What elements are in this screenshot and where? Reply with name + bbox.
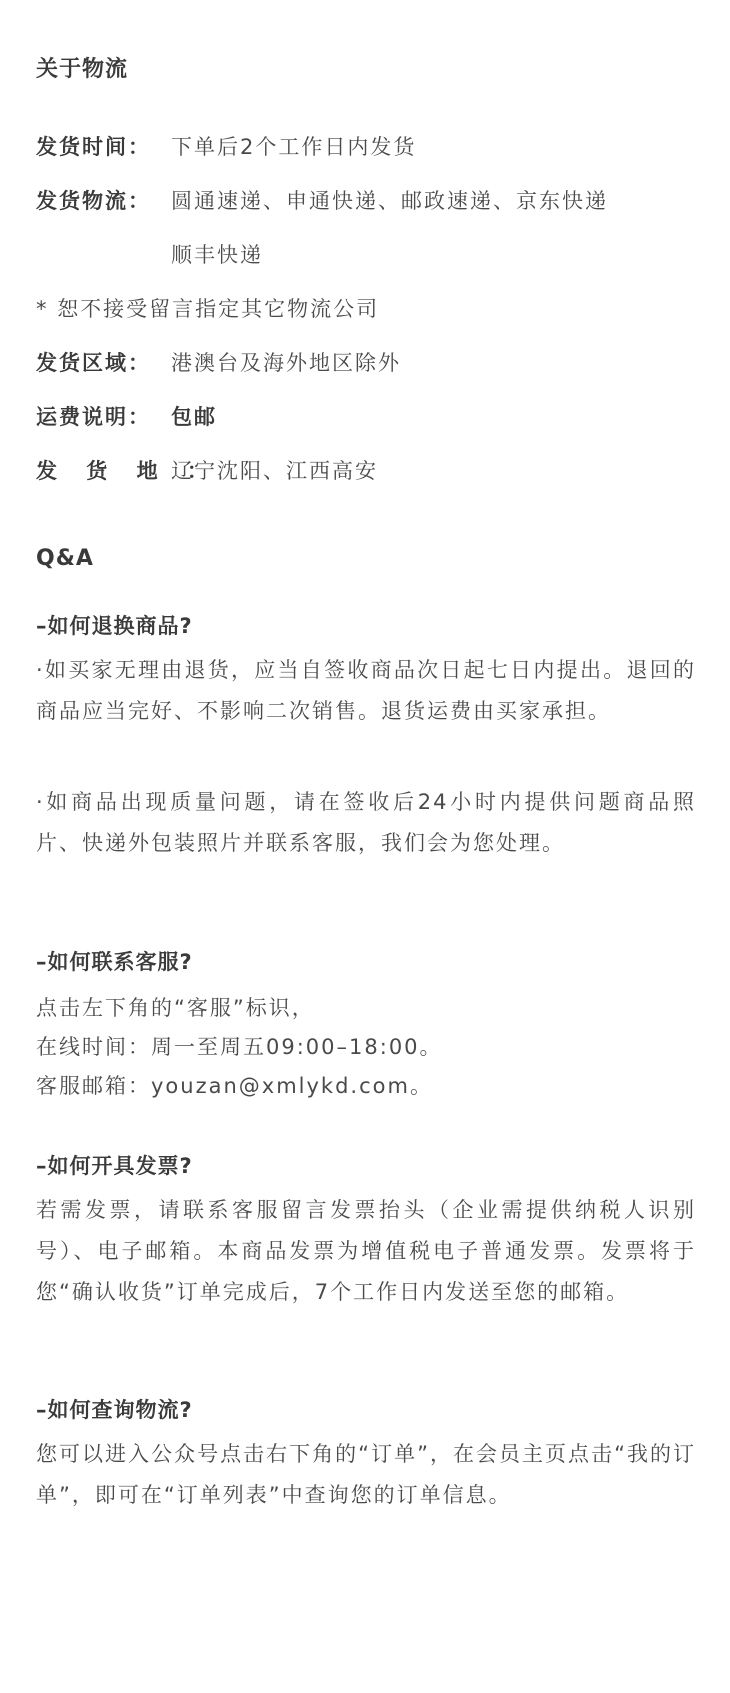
ship-region-label: 发货区域： [36,351,151,375]
ship-fee-label: 运费说明： [36,405,151,429]
qa-answer-tracking: 您可以进入公众号点击右下角的“订单”，在会员主页点击“我的订单”，即可在“订单列表”中查询您的订单信息。 [36,1442,696,1507]
ship-carrier-value-2: 顺丰快递 [171,243,263,267]
ship-carrier-row [36,186,696,216]
ship-origin-value: 辽宁沈阳、江西高安 [171,459,378,483]
logistics-title: 关于物流 [36,57,129,82]
qa-question-return: –如何退换商品? [36,614,193,638]
qa-question-tracking: –如何查询物流? [36,1398,193,1422]
ship-time-row [36,132,696,162]
ship-note: * 恕不接受留言指定其它物流公司 [36,297,380,321]
qa-title: Q&A [36,546,94,571]
qa-question-contact: –如何联系客服? [36,950,193,974]
qa-answer-contact-line-1: 点击左下角的“客服”标识， [36,996,315,1020]
ship-carrier-label-2 [36,240,171,270]
ship-time-label: 发货时间： [36,135,151,159]
ship-time-value: 下单后2个工作日内发货 [171,135,417,159]
qa-answer-invoice: 若需发票，请联系客服留言发票抬头（企业需提供纳税人识别号）、电子邮箱。本商品发票为增值税电子普通发票。发票将于您“确认收货”订单完成后，7个工作日内发送至您的邮箱。 [36,1198,696,1304]
ship-carrier-value: 圆通速递、申通快递、邮政速递、京东快递 [171,189,608,213]
ship-origin-label: 发 货 地 ： [36,459,219,483]
qa-answer-return-1: ·如买家无理由退货，应当自签收商品次日起七日内提出。退回的商品应当完好、不影响二次销售。退货运费由买家承担。 [36,658,696,723]
ship-carrier-label: 发货物流： [36,189,151,213]
qa-answer-return-2: ·如商品出现质量问题，请在签收后24小时内提供问题商品照片、快递外包装照片并联系客服，我们会为您处理。 [36,790,696,855]
ship-region-value: 港澳台及海外地区除外 [171,351,401,375]
qa-question-invoice: –如何开具发票? [36,1154,193,1178]
qa-answer-contact-line-2: 在线时间：周一至周五09:00–18:00。 [36,1035,443,1059]
ship-origin-row [36,456,696,486]
ship-fee-row [36,402,696,432]
ship-region-row [36,348,696,378]
ship-fee-value: 包邮 [171,405,217,429]
ship-carrier-row-2 [36,240,696,270]
qa-answer-contact-line-3: 客服邮箱：youzan@xmlykd.com。 [36,1074,433,1098]
